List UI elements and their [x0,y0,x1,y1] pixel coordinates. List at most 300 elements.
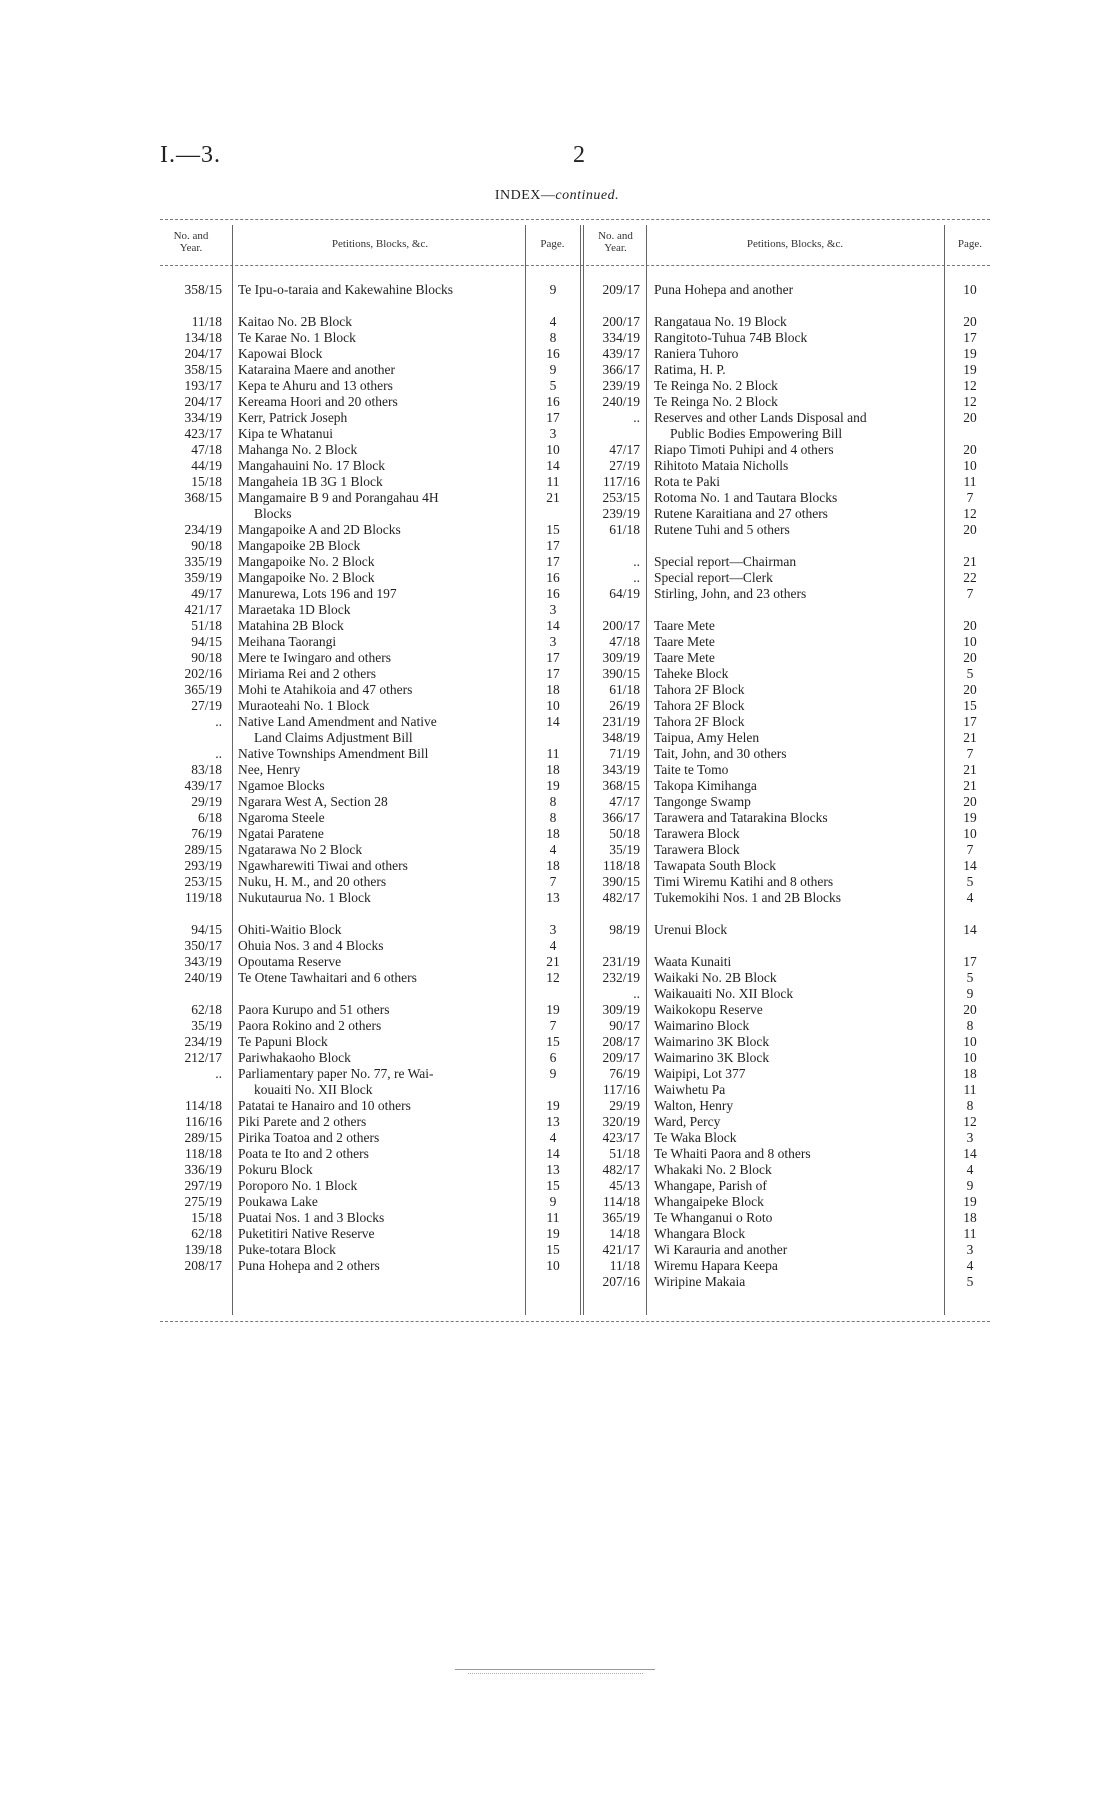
entry-title: Piki Parete and 2 others [238,1114,367,1129]
entry-page: 18 [963,1066,977,1081]
entry-number-year: 98/19 [609,922,640,937]
entry-title: Ngamoe Blocks [238,778,325,793]
entry-number-year: 365/19 [184,682,222,697]
entry-title: Te Reinga No. 2 Block [654,394,778,409]
entry-number-year: 27/19 [191,698,222,713]
entry-title: Te Ipu-o-taraia and Kakewahine Blocks [238,282,453,297]
index-row [0,554,1114,570]
entry-title: Taheke Block [654,666,729,681]
entry-title: Rutene Karaitiana and 27 others [654,506,828,521]
entry-title: Opoutama Reserve [238,954,342,969]
entry-page: 14 [963,1146,977,1161]
entry-number-year: 29/19 [191,794,222,809]
entry-page: 20 [963,794,977,809]
entry-title: Matahina 2B Block [238,618,344,633]
entry-page: 19 [546,1098,560,1113]
entry-title: Tahora 2F Block [654,714,745,729]
page-number: 2 [573,142,585,168]
entry-number-year: 293/19 [184,858,222,873]
entry-page: 10 [963,826,977,841]
entry-page: 14 [963,858,977,873]
index-row [0,922,1114,938]
entry-page: 20 [963,650,977,665]
entry-number-year: 439/17 [184,778,222,793]
entry-page: 20 [963,682,977,697]
entry-title: Takopa Kimihanga [654,778,757,793]
entry-number-year: 202/16 [184,666,222,681]
entry-page: 4 [549,1130,557,1145]
entry-page: 20 [963,314,977,329]
entry-number-year: 27/19 [609,458,640,473]
entry-number-year: 212/17 [184,1050,222,1065]
header-no-year-left: No. and Year. [173,230,209,254]
entry-number-year: 61/18 [609,682,640,697]
table-header-rule [160,265,990,266]
entry-title: Stirling, John, and 23 others [654,586,807,601]
entry-title: Nee, Henry [238,762,301,777]
entry-page: 15 [963,698,977,713]
entry-title: Native Townships Amendment Bill [238,746,429,761]
entry-number-year: 114/18 [185,1098,222,1113]
entry-page: 3 [966,1242,974,1257]
index-row [0,282,1114,298]
entry-number-year: 51/18 [191,618,222,633]
entry-page: 11 [546,474,560,489]
entry-title: Ngawharewiti Tiwai and others [238,858,408,873]
entry-page: 22 [963,570,977,585]
entry-number-year: 117/16 [603,1082,640,1097]
index-row [0,1162,1114,1178]
entry-page: 8 [966,1098,974,1113]
entry-number-year: 11/18 [609,1258,640,1273]
entry-number-year: 208/17 [602,1034,640,1049]
entry-title: Ratima, H. P. [654,362,726,377]
entry-number-year: 423/17 [602,1130,640,1145]
entry-number-year: 47/17 [609,442,640,457]
entry-page: 11 [546,746,560,761]
entry-title: Mangapoike A and 2D Blocks [238,522,401,537]
index-row [0,1050,1114,1066]
index-row [0,426,1114,442]
entry-number-year: 309/19 [602,1002,640,1017]
entry-number-year: 204/17 [184,394,222,409]
entry-title: Poukawa Lake [238,1194,318,1209]
entry-page: 6 [549,1050,557,1065]
entry-number-year: 71/19 [609,746,640,761]
entry-page: 3 [549,922,557,937]
entry-page: 14 [546,714,560,729]
entry-title: Mangaheia 1B 3G 1 Block [238,474,383,489]
index-row [0,778,1114,794]
entry-title: Pirika Toatoa and 2 others [238,1130,380,1145]
entry-page: 11 [963,1226,977,1241]
entry-page: 4 [966,890,974,905]
index-row [0,890,1114,906]
entry-number-year: 239/19 [602,506,640,521]
entry-page: 11 [963,1082,977,1097]
entry-title: Pokuru Block [238,1162,313,1177]
entry-title: Puke-totara Block [238,1242,336,1257]
entry-title: Puatai Nos. 1 and 3 Blocks [238,1210,385,1225]
header-no-year-right: No. and Year. [598,230,633,254]
index-row [0,874,1114,890]
entry-title: Wiripine Makaia [654,1274,746,1289]
entry-page: 10 [963,282,977,297]
entry-title-continued: Public Bodies Empowering Bill [670,426,843,441]
index-row [0,570,1114,586]
entry-title: Kereama Hoori and 20 others [238,394,398,409]
entry-title-continued: Blocks [254,506,292,521]
entry-number-year: 390/15 [602,666,640,681]
entry-page: 17 [546,666,560,681]
entry-page: 18 [963,1210,977,1225]
entry-title: Mangamaire B 9 and Porangahau 4H [238,490,439,505]
entry-page: 4 [966,1162,974,1177]
index-row [0,1210,1114,1226]
entry-title: Kepa te Ahuru and 13 others [238,378,393,393]
index-row [0,1066,1114,1082]
entry-number-year: 134/18 [184,330,222,345]
index-row [0,986,1114,1002]
entry-title: Miriama Rei and 2 others [238,666,376,681]
entry-title: Patatai te Hanairo and 10 others [238,1098,411,1113]
entry-number-year: 47/18 [191,442,222,457]
entry-number-year: 94/15 [191,922,222,937]
index-row [0,378,1114,394]
entry-title: Tawapata South Block [654,858,777,873]
entry-number-year: 116/16 [185,1114,222,1129]
entry-page: 4 [549,938,557,953]
entry-page: 13 [546,1162,560,1177]
entry-number-year: 62/18 [191,1226,222,1241]
index-row [0,810,1114,826]
entry-number-year: 423/17 [184,426,222,441]
index-row [0,938,1114,954]
index-row [0,506,1114,522]
entry-number-year: 114/18 [603,1194,640,1209]
entry-page: 9 [966,986,974,1001]
entry-number-year: 29/19 [609,1098,640,1113]
entry-number-year: 234/19 [184,522,222,537]
entry-number-year: 289/15 [184,1130,222,1145]
entry-page: 17 [963,714,977,729]
entry-title: Taare Mete [654,650,715,665]
entry-number-year: 358/15 [184,362,222,377]
entry-number-year: 76/19 [191,826,222,841]
entry-number-year: 51/18 [609,1146,640,1161]
entry-number-year: .. [633,554,640,569]
entry-page: 21 [963,778,977,793]
entry-title: Mangapoike No. 2 Block [238,554,375,569]
entry-number-year: 253/15 [602,490,640,505]
entry-page: 17 [963,330,977,345]
footer-rule [455,1669,655,1670]
entry-number-year: 240/19 [602,394,640,409]
entry-number-year: 343/19 [184,954,222,969]
entry-title: Native Land Amendment and Native [238,714,437,729]
entry-title: Rihitoto Mataia Nicholls [654,458,789,473]
entry-page: 20 [963,618,977,633]
entry-number-year: 208/17 [184,1258,222,1273]
entry-title: Tarawera and Tatarakina Blocks [654,810,828,825]
entry-title: Manurewa, Lots 196 and 197 [238,586,397,601]
entry-title: Mahanga No. 2 Block [238,442,358,457]
entry-title: Walton, Henry [654,1098,734,1113]
entry-page: 5 [966,666,974,681]
entry-title: Waata Kunaiti [654,954,732,969]
entry-page: 16 [546,346,560,361]
entry-title: Raniera Tuhoro [654,346,739,361]
entry-title: Taite te Tomo [654,762,729,777]
entry-number-year: 297/19 [184,1178,222,1193]
entry-title: Tangonge Swamp [654,794,751,809]
index-row [0,522,1114,538]
entry-number-year: 365/19 [602,1210,640,1225]
entry-number-year: 45/13 [609,1178,640,1193]
entry-title: Ngatai Paratene [238,826,324,841]
entry-page: 14 [963,922,977,937]
entry-number-year: 90/17 [609,1018,640,1033]
entry-page: 20 [963,1002,977,1017]
entry-title: Tarawera Block [654,842,740,857]
entry-number-year: 76/19 [609,1066,640,1081]
entry-page: 3 [966,1130,974,1145]
entry-title: Tukemokihi Nos. 1 and 2B Blocks [654,890,842,905]
entry-page: 7 [549,874,557,889]
entry-number-year: 350/17 [184,938,222,953]
entry-page: 13 [546,1114,560,1129]
entry-number-year: 253/15 [184,874,222,889]
entry-title: Te Whaiti Paora and 8 others [654,1146,811,1161]
entry-page: 10 [546,698,560,713]
entry-page: 21 [963,554,977,569]
index-row [0,490,1114,506]
entry-title: Kapowai Block [238,346,323,361]
entry-number-year: 390/15 [602,874,640,889]
index-row [0,1274,1114,1290]
index-row [0,1226,1114,1242]
entry-page: 7 [966,586,974,601]
entry-number-year: 204/17 [184,346,222,361]
entry-title-continued: kouaiti No. XII Block [254,1082,373,1097]
entry-page: 11 [963,474,977,489]
entry-title: Mangapoike 2B Block [238,538,361,553]
entry-page: 15 [546,522,560,537]
entry-title: Ohuia Nos. 3 and 4 Blocks [238,938,384,953]
entry-number-year: 231/19 [602,714,640,729]
entry-page: 19 [546,778,560,793]
entry-page: 19 [546,1002,560,1017]
entry-page: 19 [546,1226,560,1241]
entry-number-year: 275/19 [184,1194,222,1209]
entry-title: Ngatarawa No 2 Block [238,842,363,857]
entry-title: Waikaki No. 2B Block [654,970,777,985]
entry-title-continued: Land Claims Adjustment Bill [254,730,413,745]
entry-title: Kipa te Whatanui [238,426,333,441]
entry-number-year: 61/18 [609,522,640,537]
entry-number-year: 334/19 [184,410,222,425]
entry-title: Tahora 2F Block [654,682,745,697]
entry-page: 19 [963,1194,977,1209]
entry-page: 15 [546,1242,560,1257]
index-row [0,1114,1114,1130]
entry-title: Ohiti-Waitio Block [238,922,342,937]
index-row [0,1034,1114,1050]
entry-number-year: 366/17 [602,810,640,825]
header-petitions-left: Petitions, Blocks, &c. [331,238,429,250]
entry-number-year: 83/18 [191,762,222,777]
entry-number-year: 44/19 [191,458,222,473]
entry-number-year: 193/17 [184,378,222,393]
index-row [0,1242,1114,1258]
table-bottom-rule [160,1321,990,1322]
index-row [0,730,1114,746]
entry-page: 5 [966,874,974,889]
entry-title: Rutene Tuhi and 5 others [654,522,790,537]
entry-title: Tait, John, and 30 others [654,746,787,761]
entry-title: Taare Mete [654,634,715,649]
entry-page: 3 [549,634,557,649]
index-row [0,1082,1114,1098]
entry-title: Waimarino Block [654,1018,750,1033]
index-row [0,538,1114,554]
entry-number-year: 368/15 [184,490,222,505]
entry-number-year: 200/17 [602,314,640,329]
entry-page: 7 [549,1018,557,1033]
entry-number-year: 14/18 [609,1226,640,1241]
entry-number-year: 209/17 [602,282,640,297]
index-row [0,794,1114,810]
entry-title: Waimarino 3K Block [654,1034,770,1049]
entry-number-year: 15/18 [191,474,222,489]
entry-number-year: 139/18 [184,1242,222,1257]
index-row [0,1098,1114,1114]
index-title [0,188,1114,204]
entry-title: Waikokopu Reserve [654,1002,763,1017]
entry-page: 13 [546,890,560,905]
entry-page: 12 [963,378,977,393]
index-row [0,1130,1114,1146]
entry-number-year: 320/19 [602,1114,640,1129]
index-row [0,858,1114,874]
index-row [0,714,1114,730]
entry-title: Whangaipeke Block [654,1194,764,1209]
entry-title: Puna Hohepa and another [654,282,794,297]
entry-number-year: 348/19 [602,730,640,745]
entry-title: Timi Wiremu Katihi and 8 others [654,874,834,889]
entry-title: Mere te Iwingaro and others [238,650,391,665]
index-row [0,762,1114,778]
entry-page: 17 [546,410,560,425]
entry-title: Wi Karauria and another [654,1242,788,1257]
index-row [0,362,1114,378]
entry-title: Rangataua No. 19 Block [654,314,787,329]
entry-title: Special report—Chairman [654,554,797,569]
entry-title: Te Otene Tawhaitari and 6 others [238,970,417,985]
entry-number-year: 94/15 [191,634,222,649]
entry-number-year: .. [633,986,640,1001]
entry-number-year: 11/18 [191,314,222,329]
entry-number-year: 289/15 [184,842,222,857]
entry-page: 14 [546,1146,560,1161]
entry-page: 4 [549,842,557,857]
entry-title: Waimarino 3K Block [654,1050,770,1065]
index-row [0,442,1114,458]
entry-page: 9 [549,1066,557,1081]
entry-number-year: 35/19 [609,842,640,857]
footer-rule [468,1673,643,1674]
entry-title: Mangahauini No. 17 Block [238,458,385,473]
entry-number-year: 207/16 [602,1274,640,1289]
entry-title: Te Reinga No. 2 Block [654,378,778,393]
entry-title: Reserves and other Lands Disposal and [654,410,867,425]
entry-page: 19 [963,346,977,361]
entry-number-year: 209/17 [602,1050,640,1065]
entry-page: 8 [549,794,557,809]
entry-title: Ngaroma Steele [238,810,325,825]
entry-number-year: 49/17 [191,586,222,601]
entry-page: 8 [549,810,557,825]
entry-title: Nukutaurua No. 1 Block [238,890,371,905]
entry-page: 12 [963,506,977,521]
entry-number-year: 358/15 [184,282,222,297]
entry-number-year: 368/15 [602,778,640,793]
entry-title: Waipipi, Lot 377 [654,1066,746,1081]
entry-title: Special report—Clerk [654,570,773,585]
entry-number-year: 47/18 [609,634,640,649]
index-row [0,970,1114,986]
index-row [0,682,1114,698]
entry-page: 10 [963,1050,977,1065]
entry-title: Kaitao No. 2B Block [238,314,352,329]
index-row [0,826,1114,842]
entry-number-year: 482/17 [602,1162,640,1177]
index-row [0,474,1114,490]
index-row [0,634,1114,650]
index-row [0,954,1114,970]
entry-title: Taare Mete [654,618,715,633]
entry-page: 4 [966,1258,974,1273]
entry-number-year: 6/18 [197,810,222,825]
entry-number-year: 118/18 [185,1146,222,1161]
entry-page: 21 [546,490,560,505]
index-row [0,1018,1114,1034]
entry-number-year: 200/17 [602,618,640,633]
entry-page: 9 [549,282,557,297]
index-row [0,1002,1114,1018]
index-row [0,650,1114,666]
entry-page: 18 [546,682,560,697]
entry-number-year: 90/18 [191,538,222,553]
entry-number-year: 62/18 [191,1002,222,1017]
entry-title: Tarawera Block [654,826,740,841]
entry-title: Kataraina Maere and another [238,362,396,377]
entry-title: Puketitiri Native Reserve [238,1226,375,1241]
entry-number-year: 64/19 [609,586,640,601]
entry-page: 11 [546,1210,560,1225]
entry-page: 8 [966,1018,974,1033]
entry-title: Tahora 2F Block [654,698,745,713]
entry-page: 18 [546,826,560,841]
entry-number-year: 421/17 [184,602,222,617]
index-row [0,586,1114,602]
entry-page: 21 [546,954,560,969]
entry-page: 21 [963,762,977,777]
entry-title: Mangapoike No. 2 Block [238,570,375,585]
index-row [0,458,1114,474]
index-row [0,1258,1114,1274]
entry-page: 17 [963,954,977,969]
